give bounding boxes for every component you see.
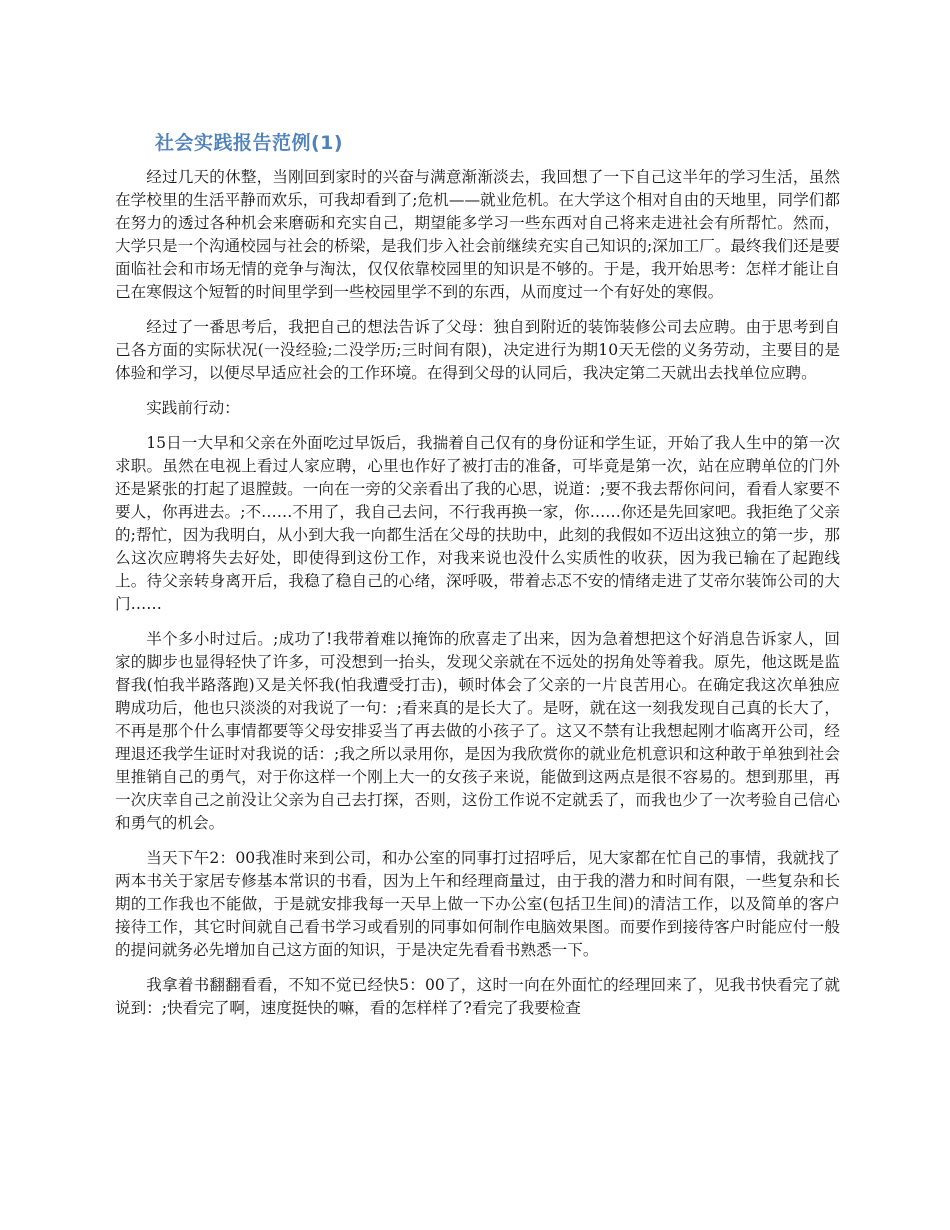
paragraph: 经过了一番思考后，我把自己的想法告诉了父母：独自到附近的装饰装修公司去应聘。由于思考到自己各方面的实际状况(一没经验;二没学历;三时间有限)，决定进行为期10天无偿的义务劳动，主要目的是体验和学习，以便尽早适应社会的工作环境。在得到父母的认同后，我决定第二天就出去找单位应聘。 [115,318,840,382]
paragraph: 我拿着书翻翻看看，不知不觉已经快5：00了，这时一向在外面忙的经理回来了，见我书快看完了就说到：;快看完了啊，速度挺快的嘛，看的怎样样了?看完了我要检查 [115,976,840,1017]
paragraph: 15日一大早和父亲在外面吃过早饭后，我揣着自己仅有的身份证和学生证，开始了我人生中的第一次求职。虽然在电视上看过人家应聘，心里也作好了被打击的准备，可毕竟是第一次，站在应聘单位的门外还是紧张的打起了退膛鼓。一向在一旁的父亲看出了我的心思，说道：;要不我去帮你问问，看看人家要不要人，你再进去。;不……不用了，我自己去问，不行我再换一家，你……你还是先回家吧。我拒绝了父亲的;帮忙，因为我明白，从小到大我一向都生活在父母的扶助中，此刻的我假如不迈出这独立的第一步，那么这次应聘将失去好处，即使得到这份工作，对我来说也没什么实质性的收获，因为我已输在了起跑线上。待父亲转身离开后，我稳了稳自己的心绪，深呼吸，带着忐忑不安的情绪走进了艾帝尔装饰公司的大门…… [115,434,840,613]
document-title: 社会实践报告范例(1) [155,132,344,154]
paragraph: 实践前行动： [146,399,240,417]
paragraph: 半个多小时过后。;成功了!我带着难以掩饰的欣喜走了出来，因为急着想把这个好消息告诉家人，回家的脚步也显得轻快了许多，可没想到一抬头，发现父亲就在不远处的拐角处等着我。原先，他这既是监督我(怕我半路落跑)又是关怀我(怕我遭受打击)，顿时体会了父亲的一片良苦用心。在确定我这次单独应聘成功后，他也只淡淡的对我说了一句：;看来真的是长大了。是呀，就在这一刻我发现自己真的长大了，不再是那个什么事情都要等父母安排妥当了再去做的小孩子了。这又不禁有让我想起刚才临离开公司，经理退还我学生证时对我说的话：;我之所以录用你，是因为我欣赏你的就业危机意识和这种敢于单独到社会里推销自己的勇气，对于你这样一个刚上大一的女孩子来说，能做到这两点是很不容易的。想到那里，再一次庆幸自己之前没让父亲为自己去打探，否则，这份工作说不定就丢了，而我也少了一次考验自己信心和勇气的机会。 [115,630,840,832]
document-body [115,166,840,1032]
paragraph: 经过几天的休整，当刚回到家时的兴奋与满意渐渐淡去，我回想了一下自己这半年的学习生活，虽然在学校里的生活平静而欢乐，可我却看到了;危机——就业危机。在大学这个相对自由的天地里，同学们都在努力的透过各种机会来磨砺和充实自己，期望能多学习一些东西对自己将来走进社会有所帮忙。然而，大学只是一个沟通校园与社会的桥梁，是我们步入社会前继续充实自己知识的;深加工厂。最终我们还是要面临社会和市场无情的竞争与淘汰，仅仅依靠校园里的知识是不够的。于是，我开始思考：怎样才能让自己在寒假这个短暂的时间里学到一些校园里学不到的东西，从而度过一个有好处的寒假。 [115,168,840,301]
paragraph: 当天下午2：00我准时来到公司，和办公室的同事打过招呼后，见大家都在忙自己的事情，我就找了两本书关于家居专修基本常识的书看，因为上午和经理商量过，由于我的潜力和时间有限，一些复杂和长期的工作我也不能做，于是就安排我每一天早上做一下办公室(包括卫生间)的清洁工作，以及简单的客户接待工作，其它时间就自己看书学习或看别的同事如何制作电脑效果图。而要作到接待客户时能应付一般的提问就务必先增加自己这方面的知识，于是决定先看看书熟悉一下。 [115,849,840,959]
